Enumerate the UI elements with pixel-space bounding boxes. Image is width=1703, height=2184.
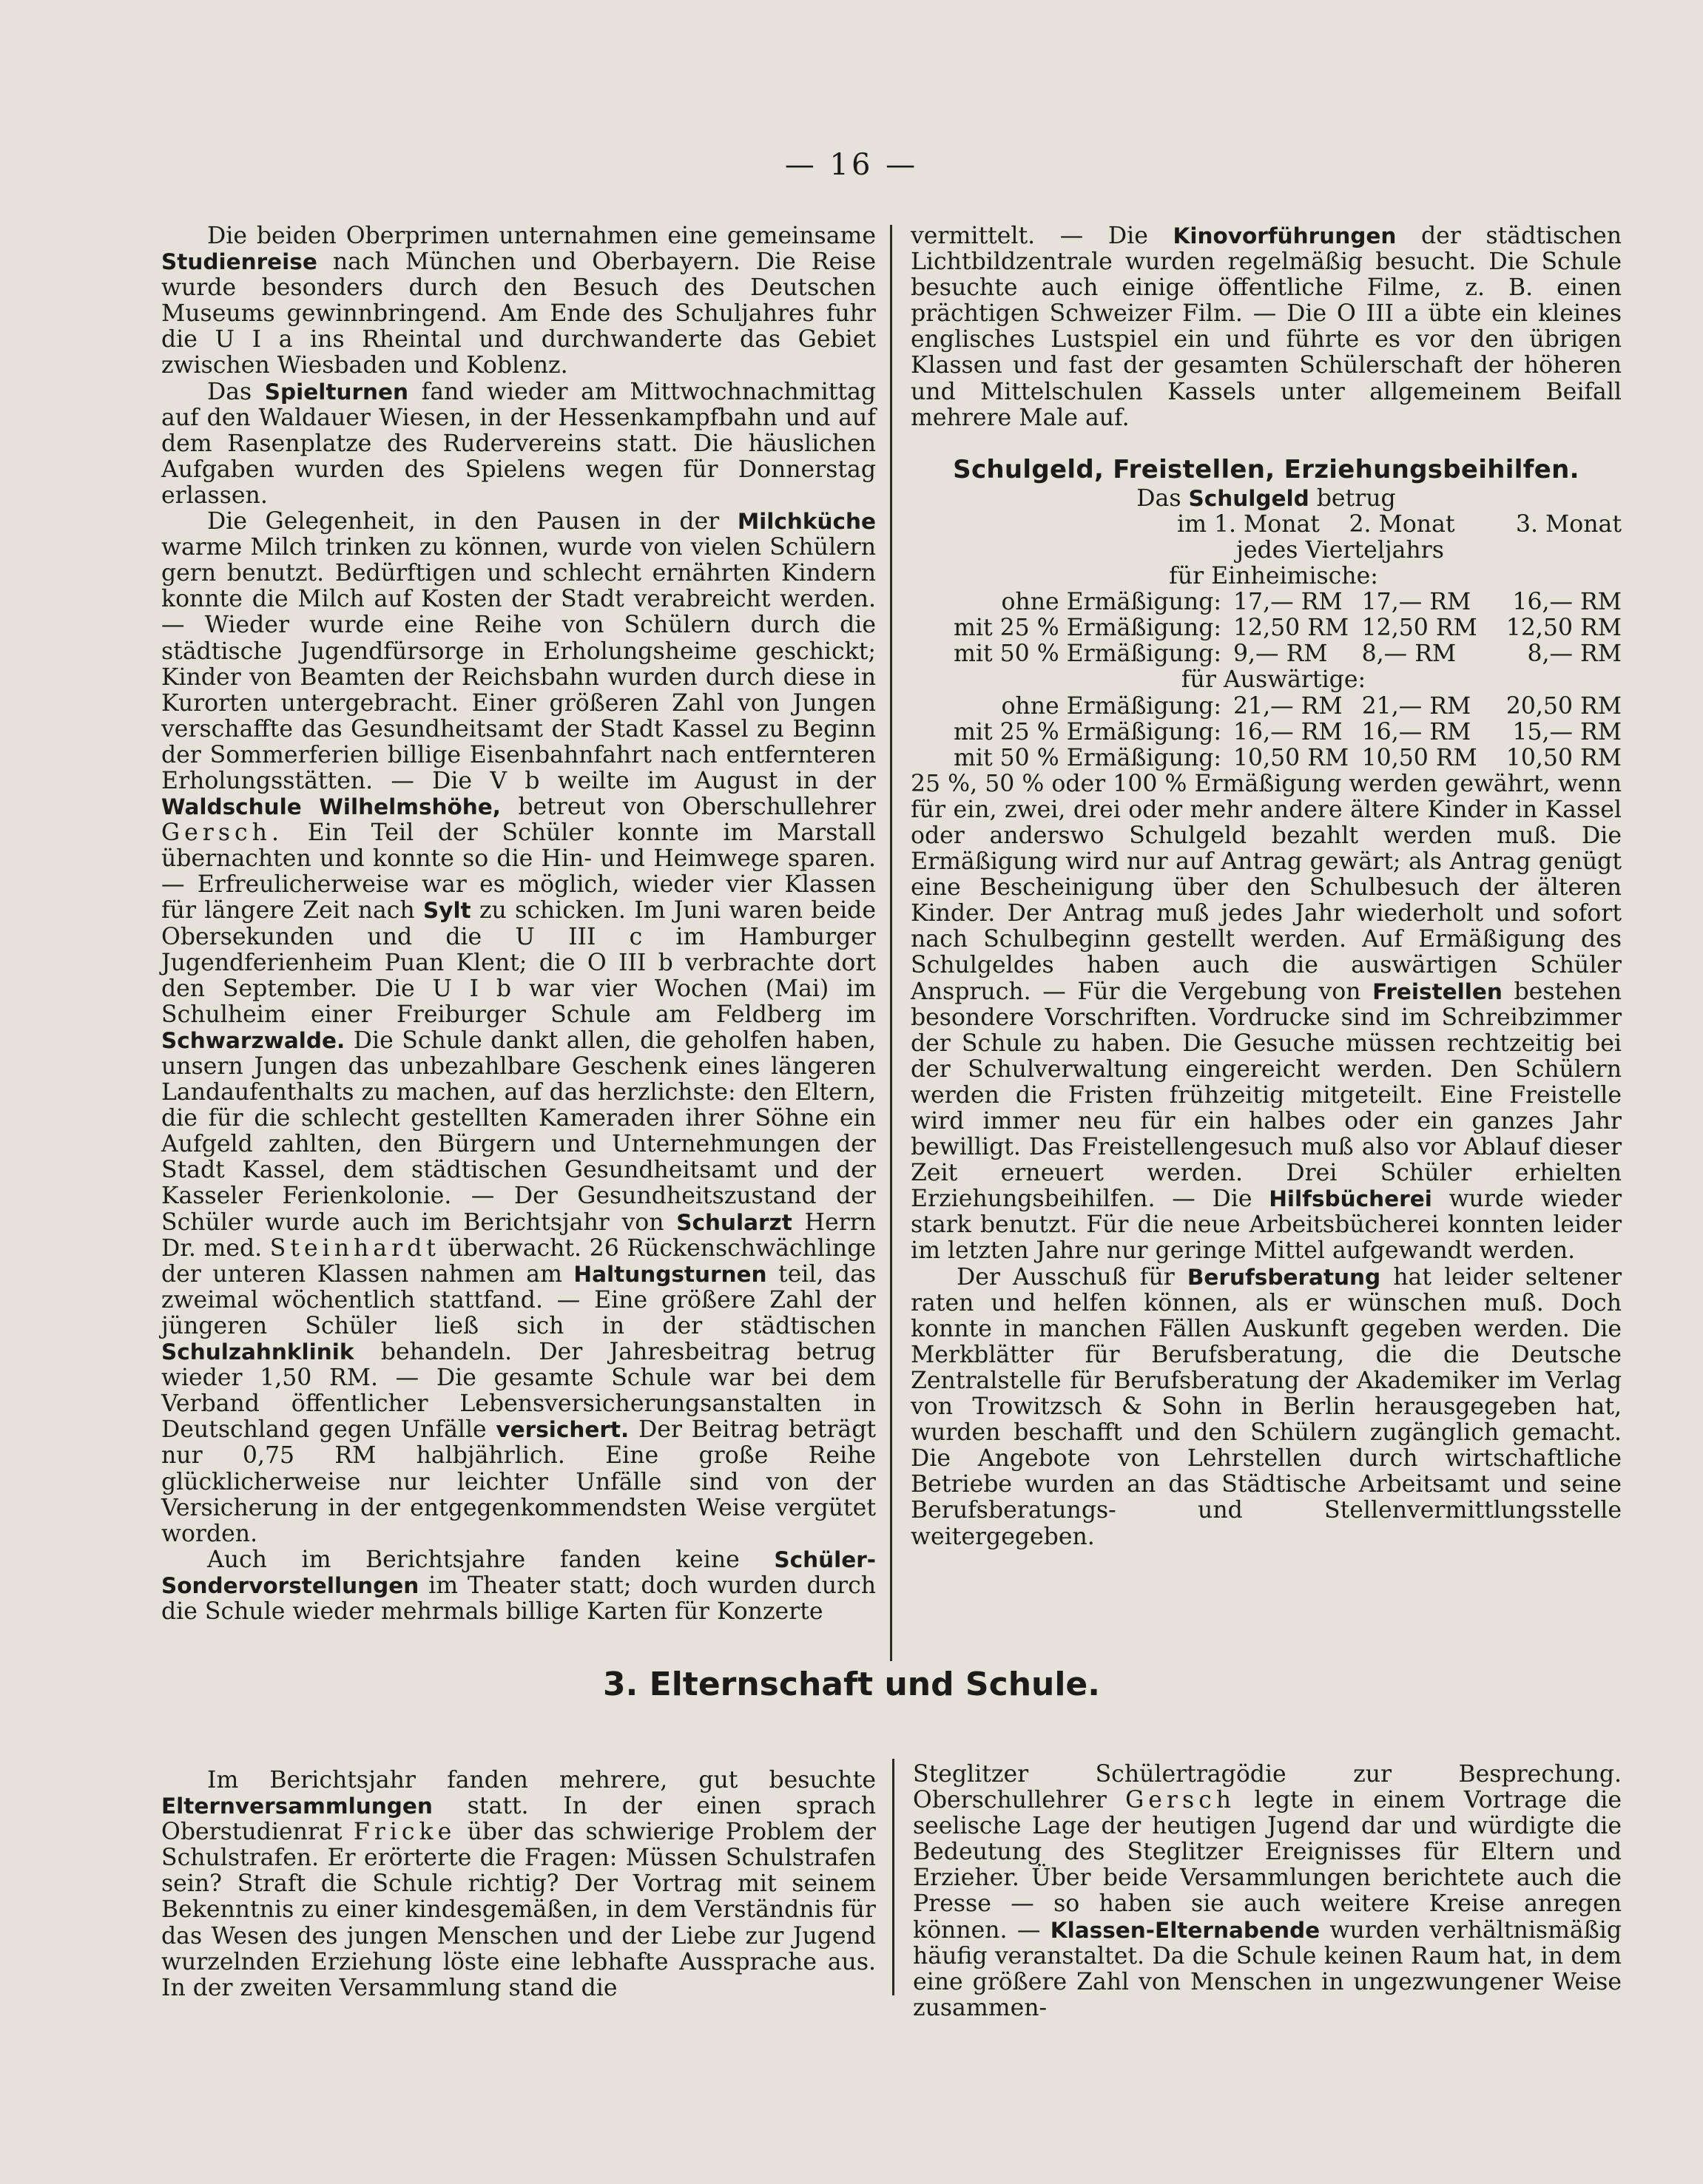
page-number: — 16 — <box>784 148 919 182</box>
paragraph: Die beiden Oberprimen unternahmen eine gemeinsame Studienreise nach München und Oberbayern. Die Reise wurde besonders durch den Besuch des Deutschen Museums gewinnbringend. Am Ende des Schuljahres fuhr die U I a ins Rheintal und durchwanderte das Gebiet zwischen Wiesbaden und Koblenz. <box>161 223 876 379</box>
section3-right-column <box>913 1762 1622 2021</box>
fee-table <box>911 486 1622 771</box>
fee-row: mit 50 % Ermäßigung: 9,— RM 8,— RM 8,— RM <box>954 640 1622 668</box>
fee-group-title: für Auswärtige: <box>1181 666 1366 694</box>
paragraph: Steglitzer Schülertragödie zur Besprechung. Oberschullehrer Gersch legte in einem Vortrage die seelische Lage der heutigen Jugend dar und würdigte die Bedeutung des Steglitzer Ereignisses für Eltern und Erzieher. Über beide Versammlungen berichtete auch die Presse — so haben sie auch weitere Kreise anregen können. — Klassen-Elternabende wurden verhältnismäßig häufig veranstaltet. Da die Schule keinen Raum hat, in dem eine größere Zahl von Menschen in ungezwungener Weise zusammen- <box>913 1761 1622 2021</box>
fee-group-locals <box>911 589 1622 667</box>
fee-row: ohne Ermäßigung: 17,— RM 17,— RM 16,— RM <box>1001 589 1622 616</box>
right-column <box>911 223 1622 1550</box>
paragraph: Der Ausschuß für Berufsberatung hat leider seltener raten und helfen können, als er wünschen muß. Doch konnte in manchen Fällen Auskunft gegeben werden. Die Merkblätter für Berufsberatung, die die Deutsche Zentralstelle für Berufsberatung der Akademiker im Verlag von Trowitzsch & Sohn in Berlin herausgegeben hat, wurden beschafft und den Schülern zugänglich gemacht. Die Angebote von Lehrstellen durch wirtschaftliche Betriebe wurden an das Städtische Arbeitsamt und seine Berufsberatungs- und Stellenvermittlungsstelle weitergegeben. <box>911 1263 1622 1550</box>
fee-month-header: im 1. Monat 2. Monat 3. Monat <box>1177 510 1622 538</box>
fee-intro: Das Schulgeld betrug <box>1136 484 1396 512</box>
paragraph: 25 %, 50 % oder 100 % Ermäßigung werden gewährt, wenn für ein, zwei, drei oder mehr andere ältere Kinder in Kassel oder anderswo Schulgeld bezahlt werden muß. Die Ermäßigung wird nur auf Antrag gewärt; als Antrag genügt eine Bescheinigung über den Schulbesuch der älteren Kinder. Der Antrag muß jedes Jahr wiederholt und sofort nach Schulbeginn gestellt werden. Auf Ermäßigung des Schulgeldes haben auch die auswärtigen Schüler Anspruch. — Für die Vergebung von Freistellen bestehen besondere Vorschriften. Vordrucke sind im Schreibzimmer der Schule zu haben. Die Gesuche müssen rechtzeitig bei der Schulverwaltung eingereicht werden. Den Schülern werden die Fristen frühzeitig mitgeteilt. Eine Freistelle wird immer neu für ein halbes oder ein ganzes Jahr bewilligt. Das Freistellengesuch muß also vor Ablauf dieser Zeit erneuert werden. Drei Schüler erhielten Erziehungsbeihilfen. — Die Hilfsbücherei wurde wieder stark benutzt. Für die neue Arbeitsbücherei konnten leider im letzten Jahre nur geringe Mittel aufgewandt werden. <box>911 770 1622 1265</box>
section3-left-column <box>161 1768 876 2001</box>
paragraph: Im Berichtsjahr fanden mehrere, gut besuchte Elternversammlungen statt. In der einen sprach Oberstudienrat Fricke über das schwierige Problem der Schulstrafen. Er erörterte die Fragen: Müssen Schulstrafen sein? Straft die Schule richtig? Der Vortrag mit seinem Bekenntnis zu einer kindesgemäßen, in dem Verständnis für das Wesen des jungen Menschen und der Liebe zur Jugend wurzelnden Erziehung löste eine lebhafte Aussprache aus. In der zweiten Versammlung stand die <box>161 1767 877 2001</box>
section-heading-fees: Schulgeld, Freistellen, Erziehungsbeihilfen. <box>953 454 1579 484</box>
fee-row: mit 25 % Ermäßigung: 16,— RM 16,— RM 15,— RM <box>954 718 1622 746</box>
paragraph: Auch im Berichtsjahre fanden keine Schüler-Sondervorstellungen im Theater statt; doch wurden durch die Schule wieder mehrmals billige Karten für Konzerte <box>161 1546 876 1625</box>
paragraph: Das Spielturnen fand wieder am Mittwochnachmittag auf den Waldauer Wiesen, in der Hessenkampfbahn und auf dem Rasenplatze des Rudervereins statt. Die häuslichen Aufgaben wurden des Spielens wegen für Donnerstag erlassen. <box>161 378 877 509</box>
fee-group-external <box>911 694 1622 771</box>
section-heading-elternschaft: 3. Elternschaft und Schule. <box>603 1666 1100 1703</box>
column-divider <box>890 225 892 1661</box>
paragraph: vermittelt. — Die Kinovorführungen der städtischen Lichtbildzentrale wurden regelmäßig besucht. Die Schule besuchte auch einige öffentliche Filme, z. B. einen prächtigen Schweizer Film. — Die O III a übte ein kleines englisches Lustspiel ein und führte es vor den übrigen Klassen und fast der gesamten Schülerschaft der höheren und Mittelschulen Kassels unter allgemeinem Beifall mehrere Male auf. <box>911 223 1622 431</box>
column-divider <box>892 1759 894 1995</box>
fee-row: mit 25 % Ermäßigung: 12,50 RM 12,50 RM 12,50 RM <box>954 615 1622 642</box>
left-column <box>161 223 876 1625</box>
fee-row: ohne Ermäßigung: 21,— RM 21,— RM 20,50 RM <box>1001 692 1622 720</box>
paragraph: Die Gelegenheit, in den Pausen in der Milchküche warme Milch trinken zu können, wurde von vielen Schülern gern benutzt. Bedürftigen und schlecht ernährten Kindern konnte die Milch auf Kosten der Stadt verabreicht werden. — Wieder wurde eine Reihe von Schülern durch die städtische Jugendfürsorge in Erholungsheime geschickt; Kinder von Beamten der Reichsbahn wurden durch diese in Kurorten untergebracht. Einer größeren Zahl von Jungen verschaffte das Gesundheitsamt der Stadt Kassel zu Beginn der Sommerferien billige Eisenbahnfahrt nach entfernteren Erholungsstätten. — Die V b weilte im August in der Waldschule Wilhelmshöhe, betreut von Oberschullehrer Gersch. Ein Teil der Schüler konnte im Marstall übernachten und konnte so die Hin- und Heimwege sparen. — Erfreulicherweise war es möglich, wieder vier Klassen für längere Zeit nach Sylt zu schicken. Im Juni waren beide Obersekunden und die U III c im Hamburger Jugendferienheim Puan Klent; die O III b verbrachte dort den September. Die U I b war vier Wochen (Mai) im Schulheim einer Freiburger Schule am Feldberg im Schwarzwalde. Die Schule dankt allen, die geholfen haben, unsern Jungen das unbezahlbare Geschenk eines längeren Landaufenthalts zu machen, auf das herzlichste: den Eltern, die für die schlecht gestellten Kameraden ihrer Söhne ein Aufgeld zahlten, den Bürgern und Unternehmungen der Stadt Kassel, dem städtischen Gesundheitsamt und der Kasseler Ferienkolonie. — Der Gesundheitszustand der Schüler wurde auch im Berichtsjahr von Schularzt Herrn Dr. med. Steinhardt überwacht. 26 Rückenschwächlinge der unteren Klassen nahmen am Haltungsturnen teil, das zweimal wöchentlich stattfand. — Eine größere Zahl der jüngeren Schüler ließ sich in der städtischen Schulzahnklinik behandeln. Der Jahresbeitrag betrug wieder 1,50 RM. — Die gesamte Schule war bei dem Verband öffentlicher Lebensversicherungsanstalten in Deutschland gegen Unfälle versichert. Der Beitrag beträgt nur 0,75 RM halbjährlich. Eine große Reihe glücklicherweise nur leichter Unfälle sind von der Versicherung in der entgegenkommendsten Weise vergütet worden. <box>161 508 877 1547</box>
fee-row: mit 50 % Ermäßigung: 10,50 RM 10,50 RM 10,50 RM <box>954 744 1622 771</box>
fee-group-title: für Einheimische: <box>1169 563 1378 590</box>
fee-quarter: jedes Vierteljahrs <box>1236 536 1444 564</box>
